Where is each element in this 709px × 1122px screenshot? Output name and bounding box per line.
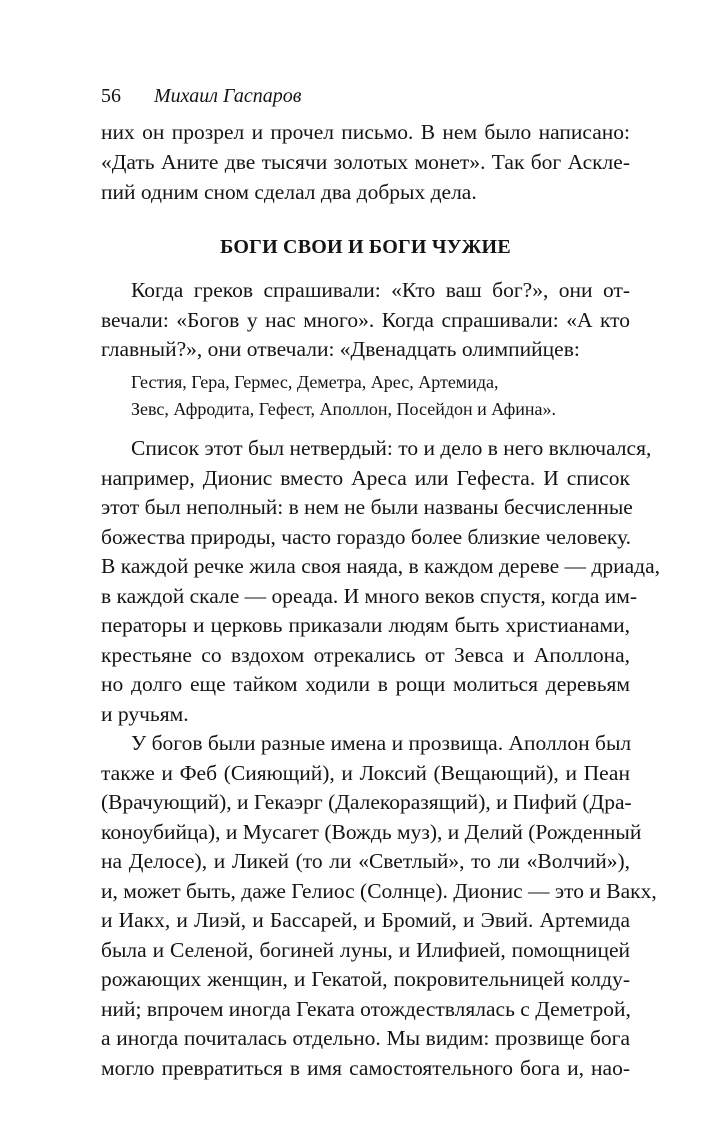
text-line: Список этот был нетвердый: то и дело в него включался, (131, 436, 652, 460)
section-title: БОГИ СВОИ И БОГИ ЧУЖИЕ (220, 236, 511, 258)
text-line: крестьяне со вздохом отрекались от Зевса и Аполлона, (101, 643, 630, 667)
text-line: рожающих женщин, и Гекатой, покровительницей колду- (101, 967, 630, 991)
text-line: (Врачующий), и Гекаэрг (Далекоразящий), и Пифий (Дра- (101, 790, 632, 814)
text-line: и Иакх, и Лиэй, и Бассарей, и Бромий, и Эвий. Артемида (101, 908, 630, 932)
text-line: была и Селеной, богиней луны, и Илифией, помощницей (101, 938, 630, 962)
text-line: на Делосе), и Ликей (то ли «Светлый», то ли «Волчий»), (101, 849, 630, 873)
text-line: но долго еще тайком ходили в рощи молиться деревьям (101, 672, 630, 696)
text-line: «Дать Аните две тысячи золотых монет». Так бог Аскле- (101, 150, 630, 174)
text-line: У богов были разные имена и прозвища. Аполлон был (131, 731, 632, 755)
text-line: также и Феб (Сияющий), и Локсий (Вещающий), и Пеан (101, 761, 630, 785)
text-line: В каждой речке жила своя наяда, в каждом дереве — дриада, (101, 554, 661, 578)
text-line: Когда греков спрашивали: «Кто ваш бог?», они от- (131, 278, 630, 302)
page-number: 56 (101, 85, 121, 107)
text-line: вечали: «Богов у нас много». Когда спрашивали: «А кто (101, 308, 630, 332)
text-line: ператоры и церковь приказали людям быть христианами, (101, 613, 630, 637)
text-line: коноубийца), и Мусагет (Вождь муз), и Делий (Рожденный (101, 820, 642, 844)
running-header (101, 83, 621, 109)
quote-line: Зевс, Афродита, Гефест, Аполлон, Посейдон и Афина». (131, 399, 556, 419)
text-line: и ручьям. (101, 702, 189, 726)
text-line: божества природы, часто гораздо более близкие человеку. (101, 525, 632, 549)
text-line: этот был неполный: в нем не были названы бесчисленные (101, 495, 633, 519)
text-line: и, может быть, даже Гелиос (Солнце). Дионис — это и Вакх, (101, 879, 657, 903)
text-line: них он прозрел и прочел письмо. В нем было написано: (101, 120, 630, 144)
text-line: пий одним сном сделал два добрых дела. (101, 180, 477, 204)
text-line: ний; впрочем иногда Геката отождествлялась с Деметрой, (101, 997, 631, 1021)
text-line: например, Дионис вместо Ареса или Гефеста. И список (101, 466, 630, 490)
text-line: в каждой скале — ореада. И много веков спустя, когда им- (101, 584, 638, 608)
text-line: главный?», они отвечали: «Двенадцать олимпийцев: (101, 337, 580, 361)
text-line: а иногда почиталась отдельно. Мы видим: прозвище бога (101, 1026, 630, 1050)
quote-line: Гестия, Гера, Гермес, Деметра, Арес, Артемида, (131, 372, 499, 392)
text-line: могло превратиться в имя самостоятельного бога и, нао- (101, 1056, 630, 1080)
running-head-author: Михаил Гаспаров (154, 85, 302, 107)
